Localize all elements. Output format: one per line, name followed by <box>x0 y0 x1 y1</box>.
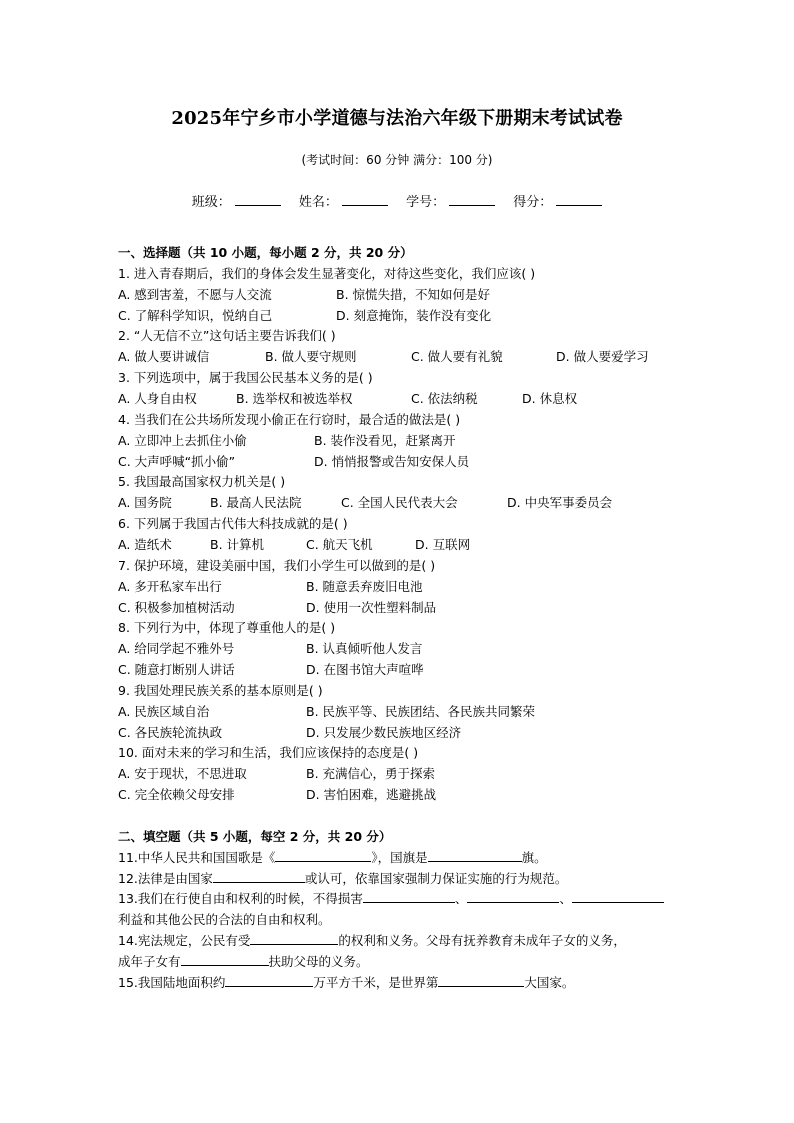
option-a: A. 国务院 <box>118 495 172 510</box>
fill-question-13-cont <box>118 910 331 928</box>
score-blank[interactable] <box>556 193 602 206</box>
option-d: D. 悄悄报警或告知安保人员 <box>314 454 470 469</box>
fill-text: 11.中华人民共和国国歌是《 <box>118 850 276 865</box>
fill-text: 、 <box>454 891 468 906</box>
name-blank[interactable] <box>342 193 388 206</box>
option-d: D. 休息权 <box>522 391 578 406</box>
option-a: A. 给同学起不雅外号 <box>118 641 235 656</box>
fill-text: 大国家。 <box>524 975 575 990</box>
fill-question-15 <box>118 973 574 991</box>
option-b: B. 认真倾听他人发言 <box>306 641 423 656</box>
fill-text: 13.我们在行使自由和权利的时候，不得损害 <box>118 891 363 906</box>
fill-question-12 <box>118 869 567 887</box>
class-label: 班级： <box>191 195 231 210</box>
option-c: C. 了解科学知识，悦纳自己 <box>118 308 273 323</box>
option-b: B. 充满信心，勇于探索 <box>306 766 436 781</box>
option-b: B. 民族平等、民族团结、各民族共同繁荣 <box>306 704 536 719</box>
question-stem: 8. 下列行为中，体现了尊重他人的是( ) <box>118 620 336 635</box>
question-stem: 5. 我国最高国家权力机关是( ) <box>118 474 286 489</box>
option-a: A. 人身自由权 <box>118 391 197 406</box>
answer-blank[interactable] <box>467 890 559 903</box>
student-info-row <box>0 191 794 210</box>
answer-blank[interactable] <box>181 953 269 966</box>
fill-text: 扶助父母的义务。 <box>268 954 369 969</box>
option-d: D. 互联网 <box>415 537 471 552</box>
question-stem: 1. 进入青春期后，我们的身体会发生显著变化，对待这些变化，我们应该( ) <box>118 266 536 281</box>
option-a: A. 做人要讲诚信 <box>118 349 210 364</box>
option-d: D. 做人要爱学习 <box>556 349 649 364</box>
fill-text: 万平方千米，是世界第 <box>313 975 439 990</box>
question-stem: 6. 下列属于我国古代伟大科技成就的是( ) <box>118 516 348 531</box>
option-d: D. 只发展少数民族地区经济 <box>306 725 462 740</box>
fill-text: 12.法律是由国家 <box>118 871 213 886</box>
option-a: A. 民族区域自治 <box>118 704 210 719</box>
answer-blank[interactable] <box>438 974 524 987</box>
question-stem: 7. 保护环境，建设美丽中国，我们小学生可以做到的是( ) <box>118 558 436 573</box>
option-c: C. 完全依赖父母安排 <box>118 787 235 802</box>
option-d: D. 在图书馆大声喧哗 <box>306 662 424 677</box>
option-d: D. 使用一次性塑料制品 <box>306 600 437 615</box>
exam-subtitle: (考试时间：60 分钟 满分：100 分) <box>301 153 493 167</box>
name-label: 姓名： <box>298 195 338 210</box>
option-c: C. 依法纳税 <box>411 391 478 406</box>
class-blank[interactable] <box>235 193 281 206</box>
fill-text: 15.我国陆地面积约 <box>118 975 226 990</box>
question-stem: 4. 当我们在公共场所发现小偷正在行窃时，最合适的做法是( ) <box>118 412 461 427</box>
option-b: B. 选举权和被选举权 <box>236 391 353 406</box>
option-c: C. 各民族轮流执政 <box>118 725 223 740</box>
answer-blank[interactable] <box>275 849 371 862</box>
option-d: D. 害怕困难，逃避挑战 <box>306 787 437 802</box>
answer-blank[interactable] <box>363 890 455 903</box>
question-stem: 3. 下列选项中，属于我国公民基本义务的是( ) <box>118 370 373 385</box>
student-id-label: 学号： <box>406 195 446 210</box>
fill-text: 成年子女有 <box>118 954 181 969</box>
option-b: B. 最高人民法院 <box>210 495 302 510</box>
section-heading-fill: 二、填空题（共 5 小题，每空 2 分，共 20 分） <box>118 829 392 844</box>
fill-text: 旗。 <box>521 850 547 865</box>
fill-text: 或认可，依靠国家强制力保证实施的行为规范。 <box>304 871 568 886</box>
option-b: B. 装作没看见，赶紧离开 <box>314 433 456 448</box>
option-d: D. 刻意掩饰，装作没有变化 <box>336 308 492 323</box>
option-a: A. 多开私家车出行 <box>118 579 222 594</box>
option-c: C. 积极参加植树活动 <box>118 600 235 615</box>
option-c: C. 全国人民代表大会 <box>341 495 458 510</box>
fill-question-14 <box>118 931 626 949</box>
fill-text: 、 <box>559 891 572 906</box>
fill-text: 利益和其他公民的合法的自由和权利。 <box>118 912 331 927</box>
answer-blank[interactable] <box>225 974 313 987</box>
question-stem: 10. 面对未来的学习和生活，我们应该保持的态度是( ) <box>118 745 419 760</box>
score-label: 得分： <box>513 195 553 210</box>
option-c: C. 大声呼喊“抓小偷” <box>118 454 236 469</box>
answer-blank[interactable] <box>572 890 664 903</box>
question-stem: 9. 我国处理民族关系的基本原则是( ) <box>118 683 323 698</box>
option-a: A. 安于现状，不思进取 <box>118 766 247 781</box>
option-d: D. 中央军事委员会 <box>507 495 613 510</box>
section-heading-choice: 一、选择题（共 10 小题，每小题 2 分，共 20 分） <box>118 245 413 260</box>
option-b: B. 做人要守规则 <box>265 349 357 364</box>
fill-text: 》，国旗是 <box>371 850 428 865</box>
fill-text: 14.宪法规定，公民有受 <box>118 933 251 948</box>
option-c: C. 随意打断别人讲话 <box>118 662 235 677</box>
option-c: C. 做人要有礼貌 <box>411 349 503 364</box>
student-id-blank[interactable] <box>449 193 495 206</box>
answer-blank[interactable] <box>428 849 522 862</box>
option-c: C. 航天飞机 <box>306 537 373 552</box>
option-b: B. 随意丢弃废旧电池 <box>306 579 423 594</box>
exam-title: 2025年宁乡市小学道德与法治六年级下册期末考试试卷 <box>171 108 623 129</box>
fill-question-11 <box>118 848 547 866</box>
fill-question-14-cont <box>118 952 369 970</box>
option-b: B. 惊慌失措，不知如何是好 <box>336 287 491 302</box>
fill-question-13 <box>118 889 664 907</box>
fill-text: 的权利和义务。父母有抚养教育未成年子女的义务， <box>338 933 626 948</box>
option-b: B. 计算机 <box>210 537 265 552</box>
option-a: A. 立即冲上去抓住小偷 <box>118 433 247 448</box>
answer-blank[interactable] <box>213 870 305 883</box>
answer-blank[interactable] <box>250 932 338 945</box>
option-a: A. 造纸术 <box>118 537 172 552</box>
option-a: A. 感到害羞，不愿与人交流 <box>118 287 272 302</box>
question-stem: 2. “人无信不立”这句话主要告诉我们( ) <box>118 328 336 343</box>
